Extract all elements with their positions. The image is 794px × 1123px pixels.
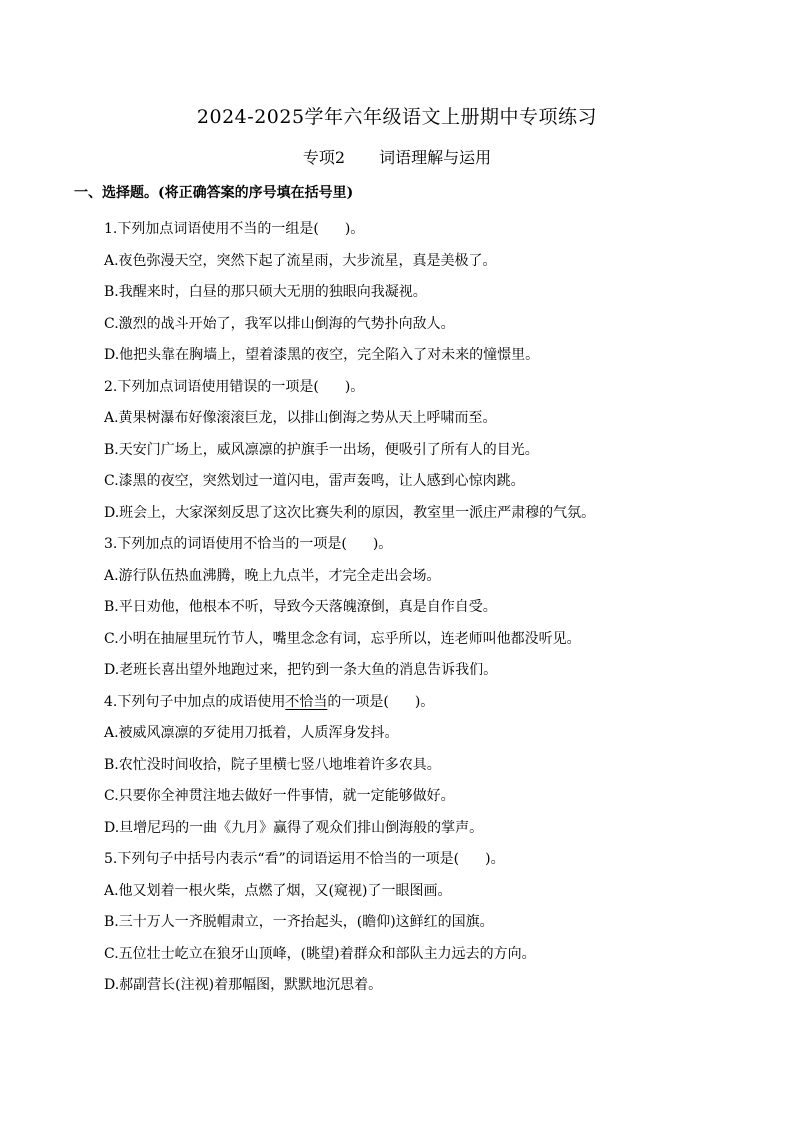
question-stem-text: 的一项是(	[327, 693, 389, 710]
option-2b: B.天安门广场上，威风凛凛的护旗手一出场，便吸引了所有人的目光。	[104, 441, 539, 458]
question-stem-text: 5.下列句子中括号内表示“看”的词语运用不恰当的一项是(	[104, 851, 460, 867]
topic-number: 专项2	[302, 148, 346, 167]
question-stem-end: )。	[485, 851, 505, 867]
question-stem-end: )。	[372, 536, 393, 552]
question-list	[104, 214, 724, 1002]
question-stem-2	[104, 372, 724, 404]
question-stem-end: )。	[344, 221, 365, 237]
question-stem-5	[104, 844, 724, 876]
option-4c: C.只要你全神贯注地去做好一件事情，就一定能够做好。	[104, 788, 455, 804]
topic-name: 词语理解与运用	[379, 148, 492, 167]
page-subtitle	[0, 147, 794, 169]
option-5b: B.三十万人一齐脱帽肃立，一齐抬起头，(瞻仰)这鲜红的国旗。	[104, 914, 494, 930]
option-4b: B.农忙没时间收拾，院子里横七竖八地堆着许多农具。	[104, 756, 441, 773]
option-5d: D.郝副营长(注视)着那幅图，默默地沉思着。	[104, 977, 383, 993]
option-3b: B.平日劝他，他根本不听，导致今天落魄潦倒，真是自作自受。	[104, 599, 497, 615]
question-stem-1	[104, 214, 724, 246]
option-3d: D.老班长喜出望外地跑过来，把钓到一条大鱼的消息告诉我们。	[104, 662, 498, 678]
question-stem-text: 3.下列加点的词语使用不恰当的一项是(	[104, 536, 347, 552]
option-2c: C.漆黑的夜空，突然划过一道闪电，雷声轰鸣，让人感到心惊肉跳。	[104, 473, 525, 489]
question-stem-end: )。	[414, 693, 435, 710]
option-3c: C.小明在抽屉里玩竹节人，嘴里念念有词，忘乎所以，连老师叫他都没听见。	[104, 630, 581, 647]
question-stem-3	[104, 529, 724, 561]
question-stem-4	[104, 687, 724, 719]
option-3a: A.游行队伍热血沸腾，晚上九点半，才完全走出会场。	[104, 567, 441, 584]
option-2d: D.班会上，大家深刻反思了这次比赛失利的原因，教室里一派庄严肃穆的气氛。	[104, 504, 596, 521]
question-stem-text: 2.下列加点词语使用错误的一项是(	[104, 378, 319, 395]
page-title: 2024-2025学年六年级语文上册期中专项练习	[196, 106, 598, 128]
option-1a: A.夜色弥漫天空，突然下起了流星雨，大步流星，真是美极了。	[104, 252, 497, 269]
option-5a: A.他又划着一根火柴，点燃了烟，又(窥视)了一眼图画。	[104, 882, 452, 899]
question-stem-text: 4.下列句子中加点的成语使用	[104, 693, 286, 710]
underlined-keyword: 不恰当	[285, 693, 328, 710]
option-4d: D.旦增尼玛的一曲《九月》赢得了观众们排山倒海般的掌声。	[104, 819, 484, 836]
section-heading: 一、选择题。(将正确答案的序号填在括号里)	[74, 185, 354, 201]
option-4a: A.被威风凛凛的歹徒用刀抵着，人质浑身发抖。	[104, 725, 399, 741]
question-stem-text: 1.下列加点词语使用不当的一组是(	[104, 221, 319, 237]
option-1b: B.我醒来时，白昼的那只硕大无朋的独眼向我凝视。	[104, 284, 427, 300]
question-stem-end: )。	[344, 378, 365, 395]
option-1c: C.激烈的战斗开始了，我军以排山倒海的气势扑向敌人。	[104, 315, 455, 332]
option-5c: C.五位壮士屹立在狼牙山顶峰，(眺望)着群众和部队主力远去的方向。	[104, 945, 536, 962]
option-1d: D.他把头靠在胸墙上，望着漆黑的夜空，完全陷入了对未来的憧憬里。	[104, 347, 540, 363]
option-2a: A.黄果树瀑布好像滚滚巨龙，以排山倒海之势从天上呼啸而至。	[104, 410, 497, 426]
